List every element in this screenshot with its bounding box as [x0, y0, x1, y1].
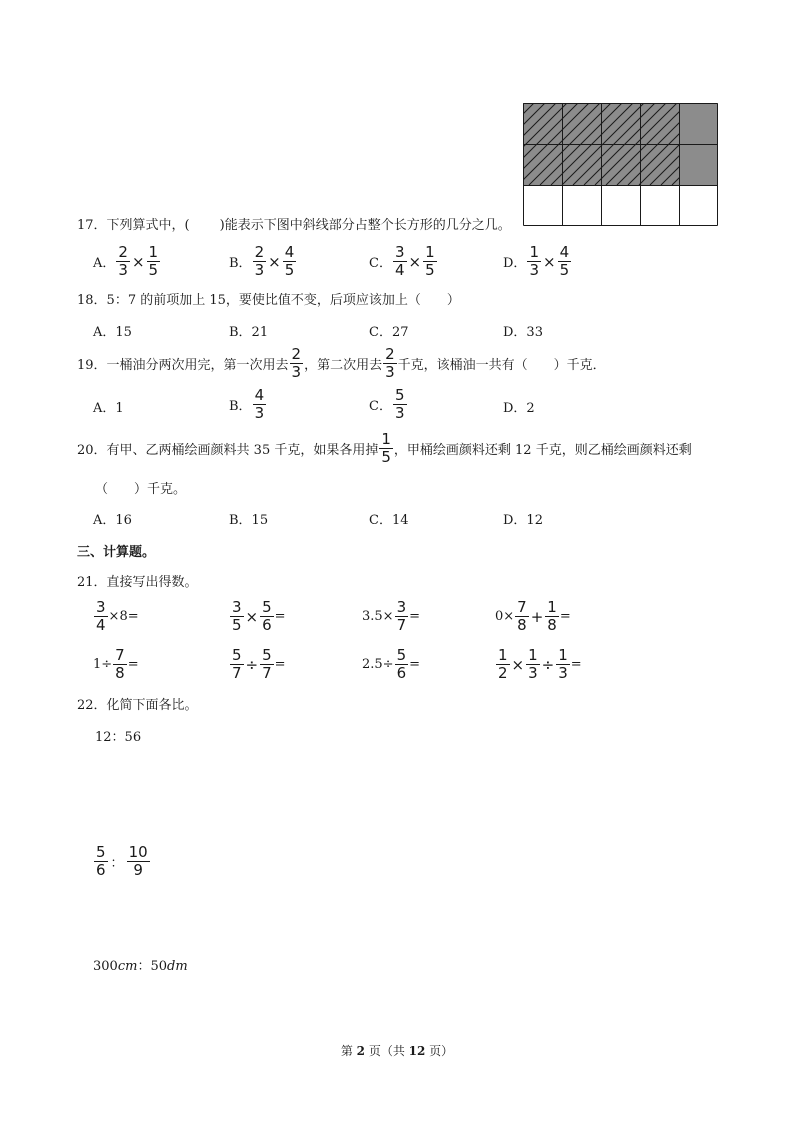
q22-ratio-3: 300cm：50dm: [93, 959, 188, 974]
fraction: $\frac{1}{5}$: [381, 430, 391, 466]
fraction: $\frac{1}{3}$: [528, 646, 538, 682]
fraction: $\frac{1}{5}$: [148, 243, 159, 279]
fraction: $\frac{2}{3}$: [118, 243, 128, 279]
fraction: $\frac{2}{3}$: [385, 345, 395, 381]
times-operator: ×: [542, 252, 556, 271]
fraction: $\frac{5}{7}$: [232, 646, 242, 682]
q20-option-d[interactable]: D．12: [503, 513, 543, 528]
q22-ratio-2: $\frac{5}{6}$ ： $\frac{10}{9}$: [96, 843, 148, 879]
q19-stem: 19．一桶油分两次用完，第一次用去 $\frac{2}{3}$ ，第二次用去 $\frac{2}{3}$ 千克，该桶油一共有（ ）千克．: [77, 345, 606, 381]
page-number: 2: [356, 1044, 365, 1058]
option-label: B．: [229, 256, 252, 271]
q21-item-7: 2.5÷ $\frac{5}{6}$ =: [362, 646, 421, 682]
fraction: $\frac{3}{7}$: [396, 598, 407, 634]
q17-option-b[interactable]: [229, 245, 297, 278]
rectangle-grid-figure: [523, 103, 720, 227]
q21-stem: 21．直接写出得数。: [77, 575, 198, 590]
q20-option-c[interactable]: C．14: [369, 513, 409, 528]
q19-option-d[interactable]: D．2: [503, 401, 535, 416]
q22-ratio-1: 12：56: [95, 730, 142, 745]
fraction: $\frac{1}{2}$: [498, 646, 508, 682]
q17-stem-part-a: 17．下列算式中，(: [77, 218, 190, 233]
option-label: C．: [369, 256, 392, 271]
fraction: $\frac{3}{5}$: [232, 598, 242, 634]
fraction: $\frac{1}{5}$: [425, 243, 435, 279]
fraction: $\frac{2}{3}$: [254, 243, 265, 279]
q18-option-c[interactable]: C．27: [369, 325, 409, 340]
fraction: $\frac{10}{9}$: [128, 843, 148, 879]
fraction: $\frac{1}{3}$: [529, 243, 539, 279]
q21-item-5: 1÷ $\frac{7}{8}$ =: [93, 646, 139, 682]
section-3-title: 三、计算题。: [77, 545, 156, 560]
q21-item-2: $\frac{3}{5}$ × $\frac{5}{6}$ =: [232, 598, 286, 634]
q19-option-c[interactable]: C． $\frac{5}{3}$: [369, 386, 405, 422]
fraction: $\frac{7}{8}$: [517, 598, 527, 634]
q18-option-d[interactable]: D．33: [503, 325, 543, 340]
q20-stem-continued: （ ）千克。: [95, 482, 187, 497]
q21-item-4: 0× $\frac{7}{8}$ + $\frac{1}{8}$ =: [495, 598, 571, 634]
q18-option-a[interactable]: A．15: [93, 325, 132, 340]
page-total: 12: [408, 1044, 426, 1058]
q18-option-b[interactable]: B．21: [229, 325, 269, 340]
q21-item-6: $\frac{5}{7}$ ÷ $\frac{5}{7}$ =: [232, 646, 286, 682]
q17-stem: [77, 214, 511, 233]
option-label: D．: [503, 256, 527, 271]
fraction: $\frac{4}{5}$: [284, 243, 295, 279]
q21-item-1: $\frac{3}{4}$ ×8=: [96, 598, 139, 634]
fraction: $\frac{2}{3}$: [291, 345, 302, 381]
fraction: $\frac{5}{6}$: [262, 598, 272, 634]
fraction: $\frac{7}{8}$: [115, 646, 125, 682]
q21-item-3: 3.5× $\frac{3}{7}$ =: [362, 598, 421, 634]
fraction: $\frac{5}{3}$: [394, 386, 405, 422]
option-label: A．: [93, 256, 116, 271]
q18-stem: 18．5：7 的前项加上 15，要使比值不变，后项应该加上（ ）: [77, 293, 460, 308]
fraction: $\frac{5}{7}$: [262, 646, 272, 682]
fraction: $\frac{4}{5}$: [559, 243, 570, 279]
times-operator: ×: [268, 252, 281, 271]
fraction: $\frac{1}{8}$: [547, 598, 557, 634]
fraction: $\frac{5}{6}$: [396, 646, 407, 682]
q22-stem: 22．化简下面各比。: [77, 698, 198, 713]
q19-option-b[interactable]: B． $\frac{4}{3}$: [229, 386, 265, 422]
fraction: $\frac{3}{4}$: [96, 598, 106, 634]
fraction: $\frac{1}{3}$: [558, 646, 568, 682]
fraction: $\frac{3}{4}$: [394, 243, 405, 279]
q20-option-b[interactable]: B．15: [229, 513, 269, 528]
q19-option-a[interactable]: A．1: [93, 401, 124, 416]
fraction: $\frac{5}{6}$: [96, 843, 106, 879]
q17-option-d[interactable]: [503, 245, 572, 278]
page-footer: 第 2 页（共 12 页）: [340, 1044, 454, 1058]
q17-option-c[interactable]: [369, 245, 438, 278]
q20-option-a[interactable]: A．16: [93, 513, 132, 528]
q17-stem-part-b: )能表示下图中斜线部分占整个长方形的几分之几。: [219, 218, 511, 233]
times-operator: ×: [131, 252, 145, 271]
q21-item-8: $\frac{1}{2}$ × $\frac{1}{3}$ ÷ $\frac{1}{3}$ =: [498, 646, 582, 682]
fraction: $\frac{4}{3}$: [254, 386, 265, 422]
times-operator: ×: [408, 252, 422, 271]
q20-stem: 20．有甲、乙两桶绘画颜料共 35 千克，如果各用掉 $\frac{1}{5}$ ，甲桶绘画颜料还剩 12 千克，则乙桶绘画颜料还剩: [77, 430, 692, 466]
q17-option-a[interactable]: [93, 245, 161, 278]
